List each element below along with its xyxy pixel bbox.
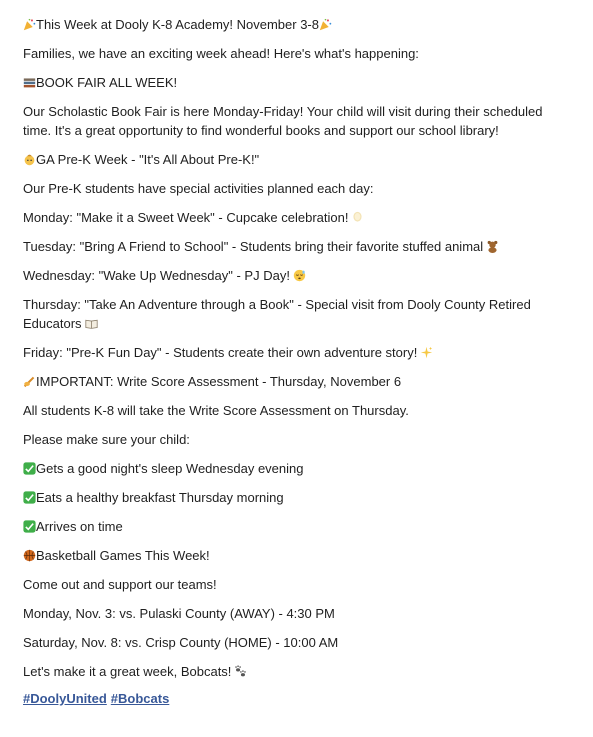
prek-monday: Monday: "Make it a Sweet Week" - Cupcake celebration!	[23, 208, 553, 227]
teddy-bear-icon	[486, 240, 499, 253]
closing-text: Let's make it a great week, Bobcats!	[23, 662, 553, 681]
assessment-prompt: Please make sure your child:	[23, 432, 190, 447]
game-2: Saturday, Nov. 8: vs. Crisp County (HOME) - 10:00 AM	[23, 635, 339, 650]
check-mark-button-icon	[23, 462, 36, 475]
prek-wednesday: Wednesday: "Wake Up Wednesday" - PJ Day!	[23, 266, 553, 285]
assessment-text: All students K-8 will take the Write Score Assessment on Thursday.	[23, 403, 409, 418]
party-popper-icon	[319, 18, 332, 31]
party-popper-icon	[23, 18, 36, 31]
open-book-icon	[85, 317, 98, 330]
hashtag-bobcats[interactable]: #Bobcats	[110, 691, 170, 706]
basketball-icon	[23, 549, 36, 562]
prek-tuesday: Tuesday: "Bring A Friend to School" - Students bring their favorite stuffed animal	[23, 237, 553, 256]
book-fair-text: Our Scholastic Book Fair is here Monday-Friday! Your child will visit during their scheduled time. It's a great opportunity to find wonderful books and support our school library!	[23, 104, 543, 138]
checklist-item: Eats a healthy breakfast Thursday morning	[23, 488, 553, 507]
baby-icon	[23, 153, 36, 166]
check-mark-button-icon	[23, 491, 36, 504]
sleepy-face-icon	[293, 269, 306, 282]
prek-thursday: Thursday: "Take An Adventure through a Book" - Special visit from Dooly County Retired Educators	[23, 297, 531, 331]
book-fair-heading: BOOK FAIR ALL WEEK!	[23, 73, 553, 92]
hashtag-doolyunited[interactable]: #DoolyUnited	[23, 691, 107, 706]
books-icon	[23, 76, 36, 89]
basketball-heading: Basketball Games This Week!	[23, 546, 553, 565]
checklist-item: Arrives on time	[23, 517, 553, 536]
check-mark-button-icon	[23, 520, 36, 533]
paw-prints-icon	[234, 665, 247, 678]
post-body	[23, 15, 553, 708]
prek-friday: Friday: "Pre-K Fun Day" - Students create their own adventure story!	[23, 343, 553, 362]
assessment-heading: IMPORTANT: Write Score Assessment - Thursday, November 6	[23, 372, 553, 391]
hashtags	[23, 689, 553, 708]
prek-heading: GA Pre-K Week - "It's All About Pre-K!"	[23, 150, 553, 169]
basketball-text: Come out and support our teams!	[23, 577, 217, 592]
post-title: This Week at Dooly K-8 Academy! November 3-8	[23, 15, 553, 34]
cupcake-icon	[351, 211, 364, 224]
writing-hand-icon	[23, 375, 36, 388]
game-1: Monday, Nov. 3: vs. Pulaski County (AWAY) - 4:30 PM	[23, 606, 335, 621]
intro-text: Families, we have an exciting week ahead! Here's what's happening:	[23, 46, 419, 61]
sparkles-icon	[420, 346, 433, 359]
prek-intro: Our Pre-K students have special activities planned each day:	[23, 181, 374, 196]
checklist-item: Gets a good night's sleep Wednesday evening	[23, 459, 553, 478]
